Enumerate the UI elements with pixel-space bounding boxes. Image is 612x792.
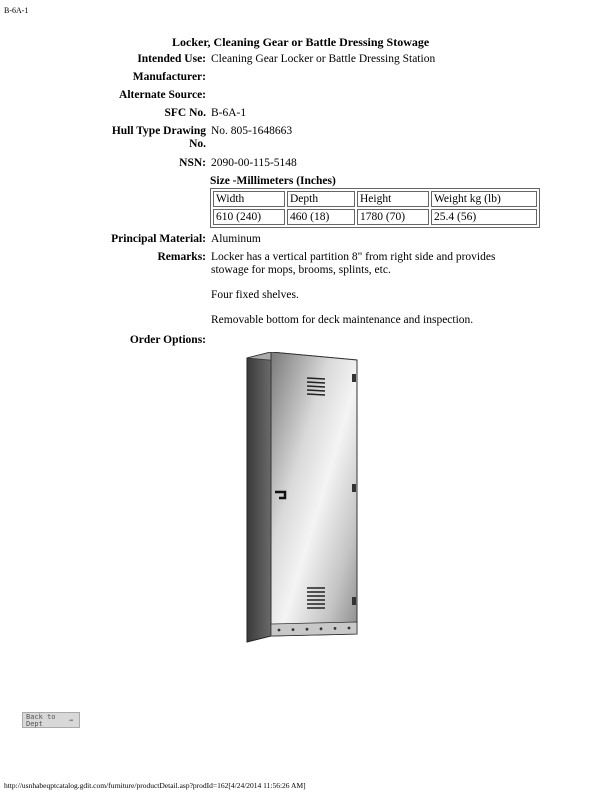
sfc-no-label: SFC No. [164, 107, 206, 119]
hull-type-drawing-value: No. 805-1648663 [211, 125, 293, 137]
remarks-value [211, 251, 532, 339]
sfc-no-value: B-6A-1 [211, 107, 247, 119]
remarks-row [80, 251, 532, 339]
back-button-line1: Back to [26, 713, 56, 721]
footer-url: http://usnhabeqptcatalog.gdit.com/furniture/productDetail.asp?prodId=162[4/24/2014 11:56:26 AM] [4, 781, 306, 790]
size-header-weight: Weight kg (lb) [431, 191, 537, 207]
hull-type-drawing-label [80, 125, 206, 151]
nsn-row [80, 157, 532, 170]
size-header-depth: Depth [287, 191, 355, 207]
manufacturer-row [80, 71, 532, 84]
remarks-paragraph-3: Removable bottom for deck maintenance and inspection. [211, 314, 474, 326]
principal-material-label: Principal Material: [111, 233, 206, 245]
size-table-header-row [213, 191, 537, 207]
back-to-dept-button[interactable] [22, 712, 80, 728]
order-options-label: Order Options: [129, 334, 206, 346]
principal-material-value: Aluminum [211, 233, 261, 245]
alternate-source-row [80, 89, 532, 102]
hull-type-drawing-label-line1: Hull Type Drawing [111, 125, 206, 137]
page-title: Locker, Cleaning Gear or Battle Dressing Stowage [172, 35, 430, 49]
nsn-label: NSN: [179, 157, 206, 169]
intended-use-value: Cleaning Gear Locker or Battle Dressing Station [211, 53, 436, 65]
intended-use-label: Intended Use: [137, 53, 206, 65]
alternate-source-value [211, 89, 532, 102]
back-button-line2: Dept [26, 720, 43, 728]
page-header-tag: B-6A-1 [4, 6, 29, 15]
hull-type-drawing-row [80, 125, 532, 151]
size-table [210, 188, 540, 228]
size-header-width: Width [213, 191, 285, 207]
hull-type-drawing-label-line2: No. [189, 138, 206, 150]
size-value-width: 610 (240) [213, 209, 285, 225]
nsn-value: 2090-00-115-5148 [211, 157, 297, 169]
order-options-row [80, 334, 532, 347]
manufacturer-label: Manufacturer: [132, 71, 206, 83]
intended-use-row [80, 53, 532, 66]
size-header-height: Height [357, 191, 429, 207]
size-value-weight: 25.4 (56) [431, 209, 537, 225]
size-table-value-row [213, 209, 537, 225]
remarks-paragraph-2: Four fixed shelves. [211, 289, 299, 301]
size-block [210, 175, 540, 228]
manufacturer-value [211, 71, 532, 84]
size-value-height: 1780 (70) [357, 209, 429, 225]
arrow-right-icon: → [68, 716, 73, 724]
size-table-title: Size -Millimeters (Inches) [210, 175, 336, 187]
principal-material-row [80, 233, 532, 246]
sfc-no-row [80, 107, 532, 120]
remarks-paragraph-1: Locker has a vertical partition 8" from right side and provides stowage for mops, brooms, splints, etc. [211, 251, 496, 276]
alternate-source-label: Alternate Source: [119, 89, 206, 101]
size-value-depth: 460 (18) [287, 209, 355, 225]
locker-product-image [245, 352, 365, 648]
remarks-label: Remarks: [157, 251, 206, 263]
